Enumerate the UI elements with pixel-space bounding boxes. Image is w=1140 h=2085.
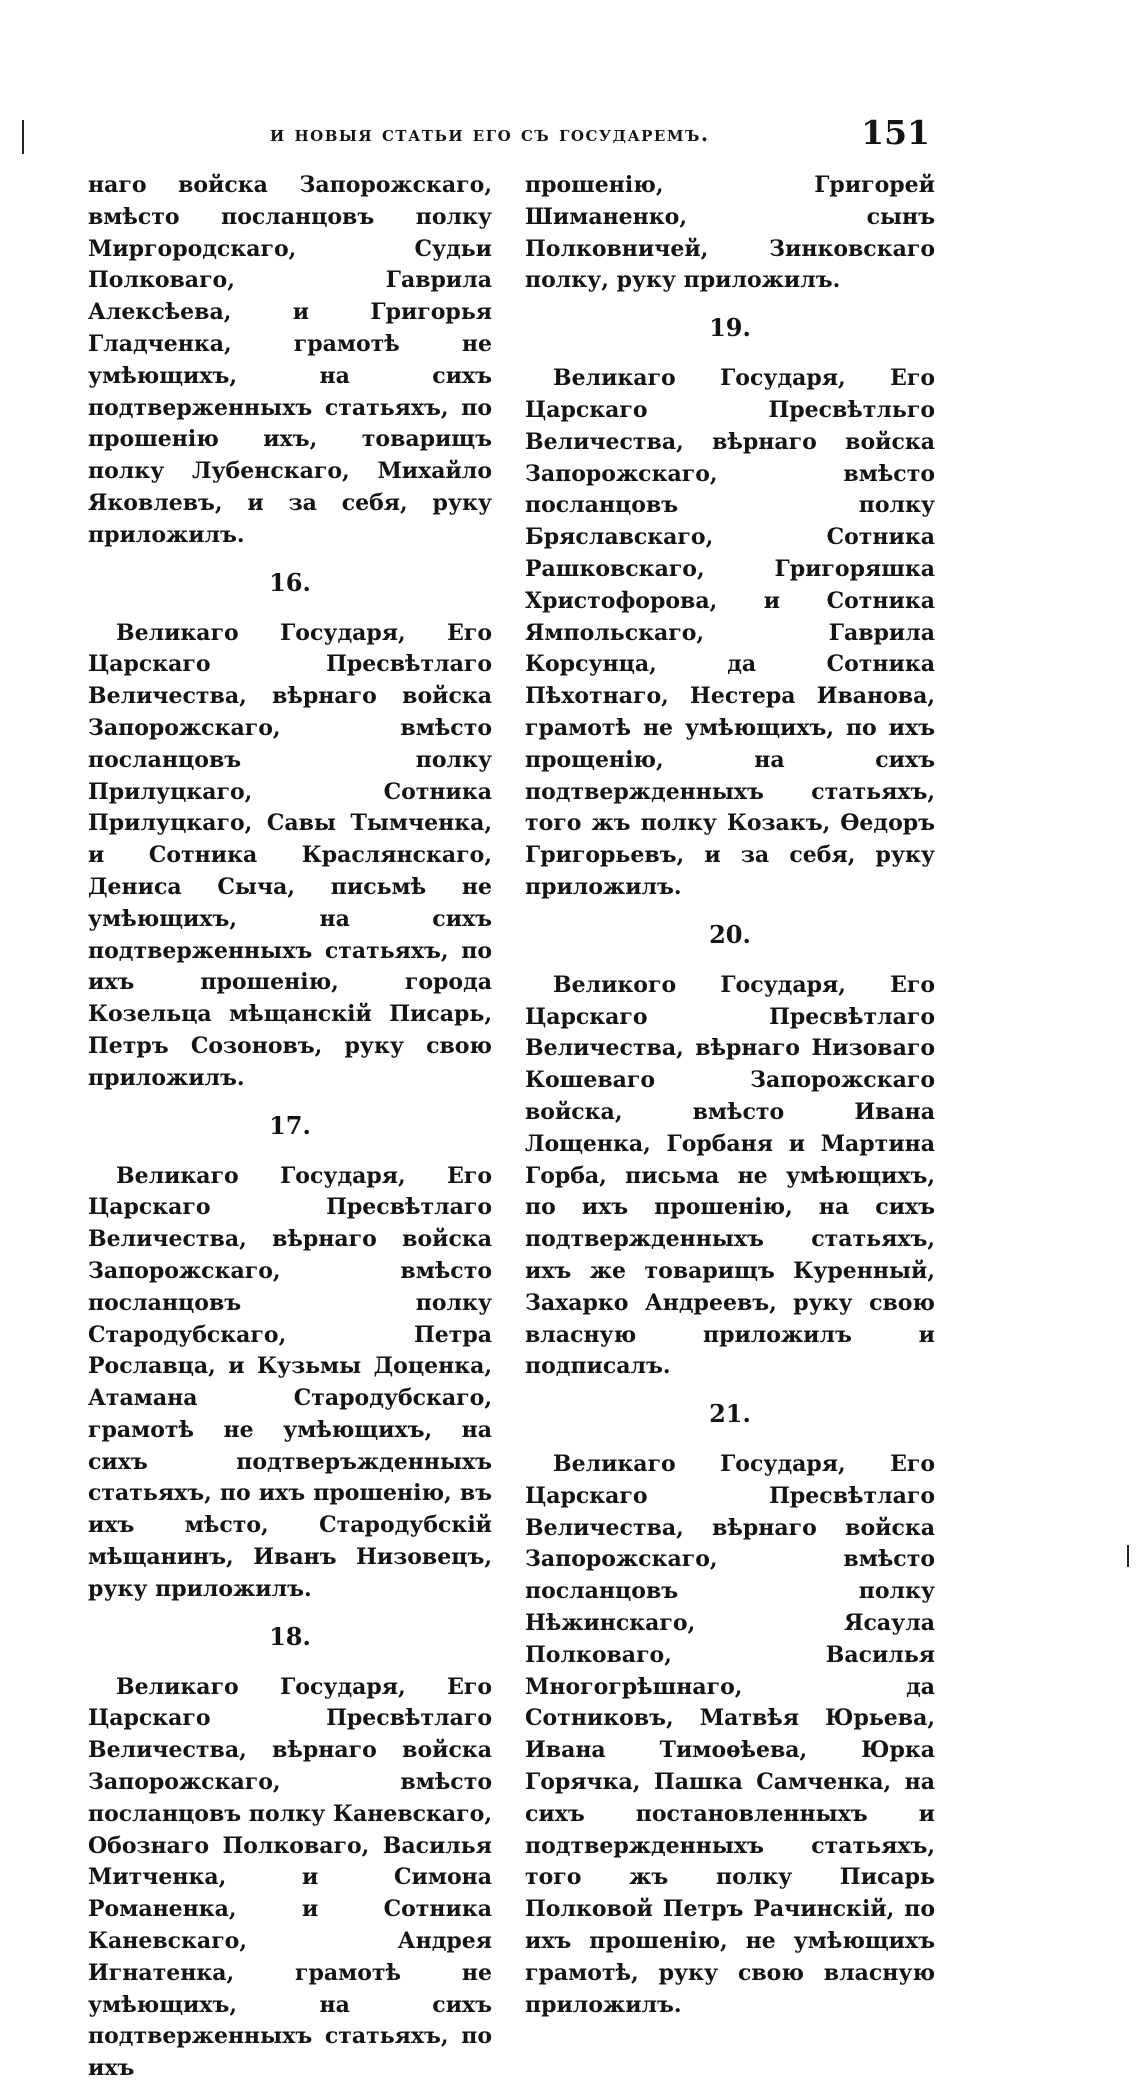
scan-edge-mark [1127, 1545, 1129, 1567]
section-number: 19. [709, 313, 751, 343]
section-paragraph: Великого Государя, Его Царскаго Пресвѣтлаго Величества, вѣрнаго Низоваго Кошеваго Запорожскаго войска, вмѣсто Ивана Лощенка, Горбаня и Мартина Горба, письма не умѣющихъ, по ихъ прошенію, на сихъ подтвержденныхъ статьяхъ, ихъ же товарищъ Куренный, Захарко Андреевъ, руку свою власную приложилъ и подписалъ. [525, 971, 935, 1380]
section-number: 16. [269, 567, 311, 597]
section-paragraph: Великаго Государя, Его Царскаго Пресвѣтлаго Величества, вѣрнаго войска Запорожскаго, вмѣсто посланцовъ полку Каневскаго, Обознаго Полковаго, Василья Митченка, и Симона Романенка, и Сотника Каневскаго, Андрея Игнатенка, грамотѣ не умѣющихъ, на сихъ подтверженныхъ статьяхъ, по ихъ [88, 1673, 492, 2082]
section-paragraph: Великаго Государя, Его Царскаго Пресвѣтльго Величества, вѣрнаго войска Запорожскаго, вмѣсто посланцовъ полку Бряславскаго, Сотника Рашковскаго, Григоряшка Христофорова, и Сотника Ямпольскаго, Гаврила Корсунца, да Сотника Пѣхотнаго, Нестера Иванова, грамотѣ не умѣющихъ, по ихъ прощенію, на сихъ подтвержденныхъ статьяхъ, того жъ полку Козакъ, Ѳедоръ Григорьевъ, и за себя, руку приложилъ. [525, 365, 935, 900]
section-paragraph: Великаго Государя, Его Царскаго Пресвѣтлаго Величества, вѣрнаго войска Запорожскаго, вмѣсто посланцовъ полку Прилуцкаго, Сотника Прилуцкаго, Савы Тымченка, и Сотника Краслянскаго, Дениса Сыча, письмѣ не умѣющихъ, на сихъ подтверженныхъ статьяхъ, по ихъ прошенію, города Козельца мѣщанскій Писарь, Петръ Созоновъ, руку свою приложилъ. [88, 619, 492, 1091]
continuation-paragraph: наго войска Запорожскаго, вмѣсто посланцовъ полку Миргородскаго, Судьи Полковаго, Гаврила Алексѣева, и Григорья Гладченка, грамотѣ не умѣющихъ, на сихъ подтверженныхъ статьяхъ, по прошенію ихъ, товарищъ полку Лубенскаго, Михайло Яковлевъ, и за себя, руку приложилъ. [88, 172, 492, 548]
section-paragraph: Великаго Государя, Его Царскаго Пресвѣтлаго Величества, вѣрнаго войска Запорожскаго, вмѣсто посланцовъ полку Нѣжинскаго, Ясаула Полковаго, Василья Многогрѣшнаго, да Сотниковъ, Матвѣя Юрьева, Ивана Тимоѳѣева, Юрка Горячка, Пашка Самченка, на сихъ постановленныхъ и подтвержденныхъ статьяхъ, того жъ полку Писарь Полковой Петръ Рачинскій, по ихъ прошенію, не умѣющихъ грамотѣ, руку свою власную приложилъ. [525, 1451, 935, 2018]
left-column [88, 170, 492, 2085]
running-title: и новыя статьи его съ государемъ. [270, 121, 710, 146]
continuation-paragraph: прошенію, Григорей Шиманенко, сынъ Полковничей, Зинковскаго полку, руку приложилъ. [525, 172, 935, 294]
page-header [270, 113, 930, 157]
section-number: 17. [269, 1110, 311, 1140]
section-number: 18. [269, 1621, 311, 1651]
page-number: 151 [861, 113, 930, 152]
section-paragraph: Великаго Государя, Его Царскаго Пресвѣтлаго Величества, вѣрнаго войска Запорожскаго, вмѣсто посланцовъ полку Стародубскаго, Петра Рославца, и Кузьмы Доценка, Атамана Стародубскаго, грамотѣ не умѣющихъ, на сихъ подтверъжденныхъ статьяхъ, по ихъ прошенію, въ ихъ мѣсто, Стародубскій мѣщанинъ, Иванъ Низовецъ, руку приложилъ. [88, 1162, 492, 1602]
section-number: 20. [709, 919, 751, 949]
section-number: 21. [709, 1399, 751, 1429]
scan-edge-mark [22, 120, 24, 154]
right-column [525, 170, 935, 2021]
